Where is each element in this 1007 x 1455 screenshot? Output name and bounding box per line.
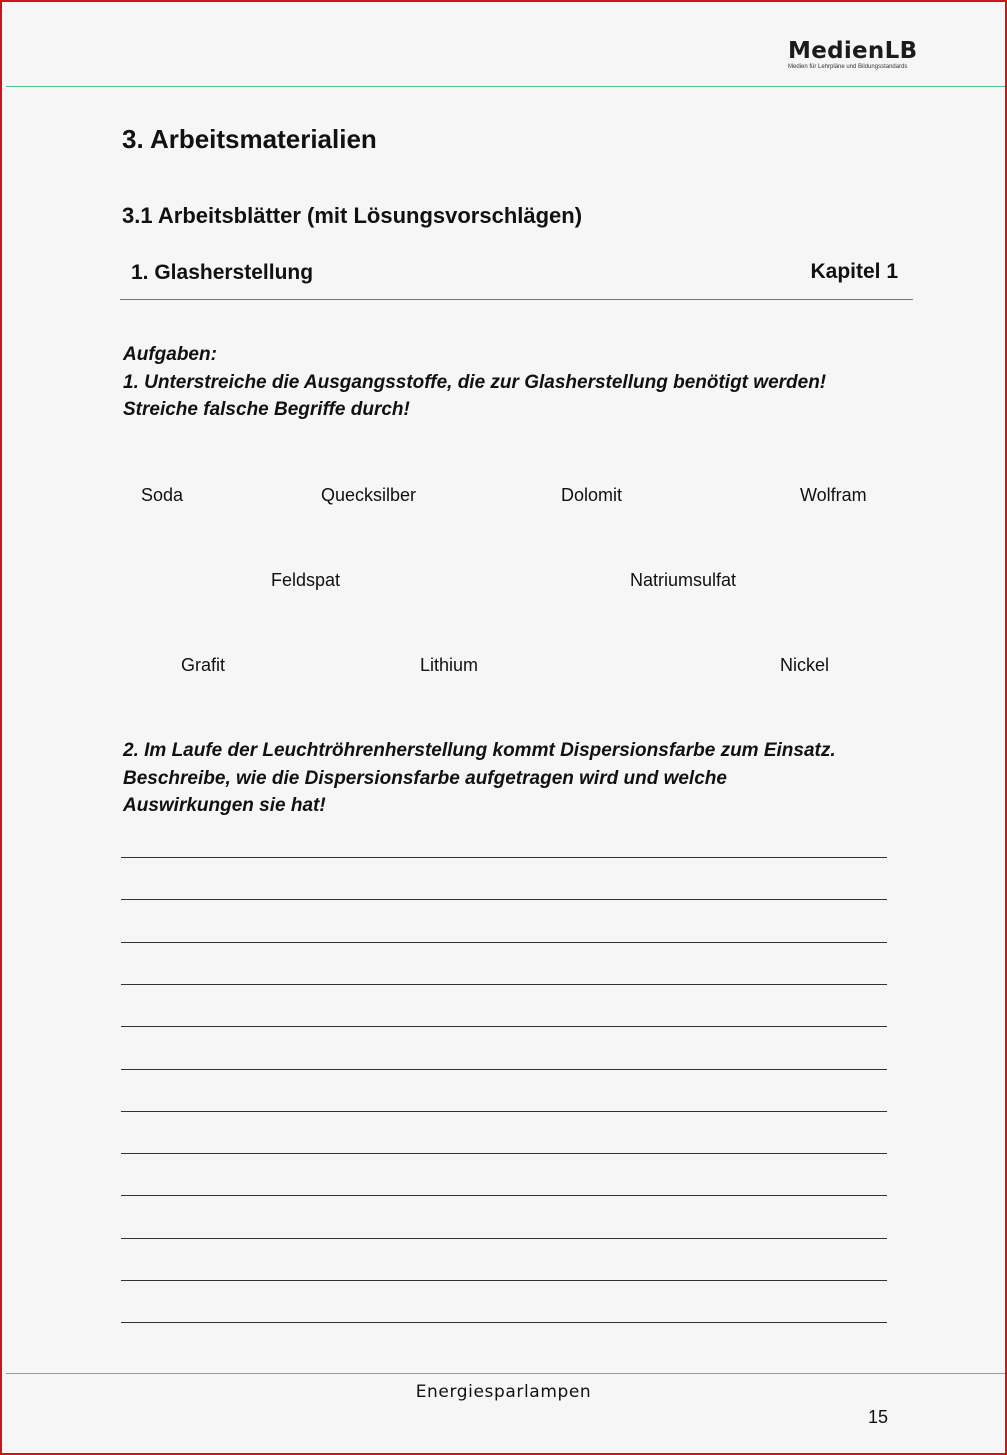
task-label: Aufgaben: [123, 344, 217, 365]
medienlb-logo [788, 38, 928, 71]
logo-tagline: Medien für Lehrpläne und Bildungsstandards [788, 64, 908, 70]
word-natriumsulfat: Natriumsulfat [630, 570, 737, 590]
answer-line [121, 857, 887, 858]
page-title: 3. Arbeitsmaterialien [122, 124, 377, 154]
word-nickel: Nickel [780, 655, 830, 675]
header-divider [6, 86, 1005, 87]
page-number: 15 [868, 1407, 889, 1427]
worksheet-title: 1. Glasherstellung [131, 261, 314, 284]
word-lithium: Lithium [420, 655, 479, 675]
footer-title: Energiesparlampen [415, 1382, 592, 1402]
task-2-line-1: 2. Im Laufe der Leuchtröhrenherstellung kommt Dispersionsfarbe zum Einsatz. [123, 740, 836, 761]
task-2-line-2: Beschreibe, wie die Dispersionsfarbe aufgetragen wird und welche [123, 767, 727, 789]
word-dolomit: Dolomit [561, 485, 623, 505]
word-quecksilber: Quecksilber [321, 485, 417, 505]
answer-line [121, 1069, 887, 1070]
answer-line [121, 1111, 887, 1112]
task-1-line-1: 1. Unterstreiche die Ausgangsstoffe, die zur Glasherstellung benötigt werden! [123, 371, 827, 393]
task-2 [123, 737, 836, 820]
task-2-line-3: Auswirkungen sie hat! [123, 795, 326, 816]
word-soda: Soda [141, 485, 184, 505]
answer-line [121, 1322, 887, 1323]
answer-line [121, 1238, 887, 1239]
answer-line [121, 984, 887, 985]
footer-divider [6, 1373, 1005, 1374]
section-divider [120, 299, 913, 300]
answer-line [121, 1195, 887, 1196]
section-subtitle: 3.1 Arbeitsblätter (mit Lösungsvorschlägen) [122, 203, 583, 228]
answer-line [121, 942, 887, 943]
task-1-line-2: Streiche falsche Begriffe durch! [123, 399, 410, 420]
answer-line [121, 1026, 887, 1027]
answer-line [121, 1280, 887, 1281]
logo-wordmark: MedienLB [788, 38, 918, 64]
word-grafit: Grafit [181, 655, 226, 675]
answer-line [121, 899, 887, 900]
chapter-label: Kapitel 1 [810, 260, 898, 283]
word-feldspat: Feldspat [271, 570, 341, 590]
task-1 [123, 341, 826, 424]
word-wolfram: Wolfram [800, 485, 867, 505]
answer-line [121, 1153, 887, 1154]
